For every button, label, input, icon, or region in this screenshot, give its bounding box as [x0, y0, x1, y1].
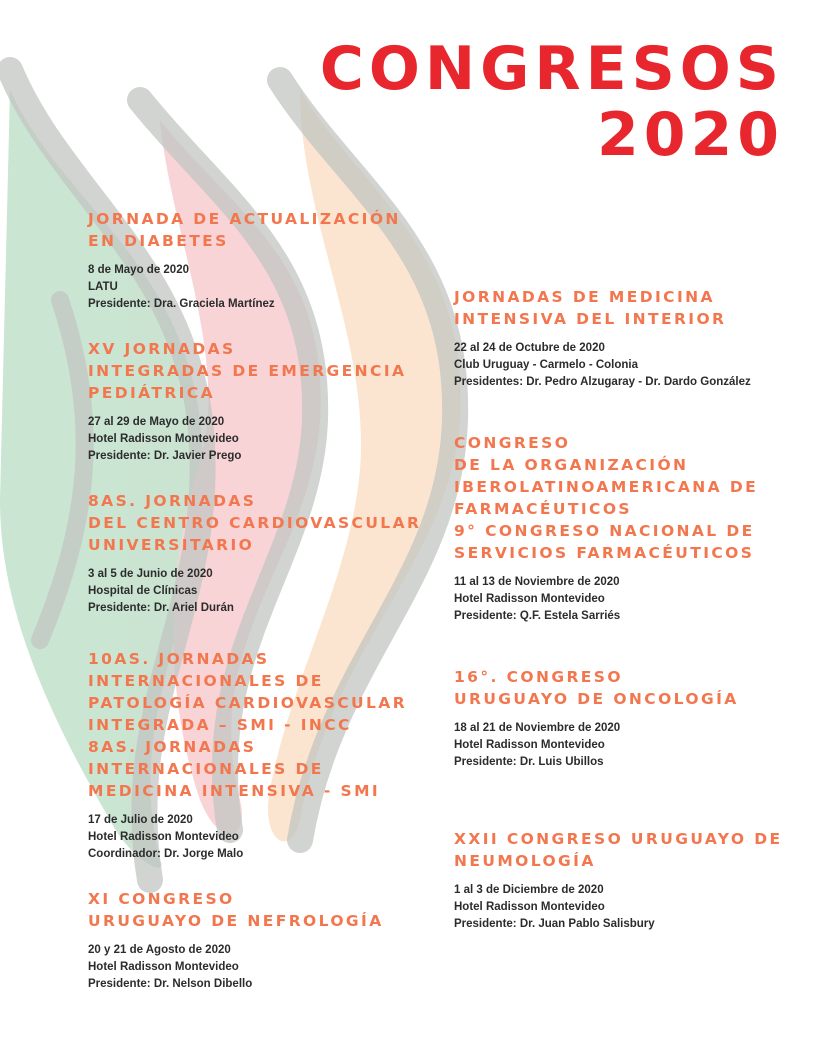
event-title-line: SERVICIOS FARMACÉUTICOS: [454, 544, 755, 562]
event-details: [88, 812, 418, 863]
event-item: [88, 208, 418, 313]
event-item: [88, 648, 418, 863]
event-title: [88, 888, 418, 932]
event-title: [88, 490, 422, 556]
event-title-line: MEDICINA INTENSIVA - SMI: [88, 782, 381, 800]
event-venue: Hotel Radisson Montevideo: [88, 433, 239, 445]
event-title-line: URUGUAYO DE NEFROLOGÍA: [88, 912, 384, 930]
event-title: [88, 338, 418, 404]
event-details: [454, 340, 804, 391]
event-person: Presidentes: Dr. Pedro Alzugaray - Dr. Dardo González: [454, 376, 751, 388]
event-title-line: 8AS. JORNADAS: [88, 492, 257, 510]
event-title: [454, 432, 804, 564]
event-item: [454, 666, 804, 771]
event-date: 20 y 21 de Agosto de 2020: [88, 944, 231, 956]
event-title-line: JORNADAS DE MEDICINA: [454, 288, 715, 306]
event-person: Presidente: Dr. Nelson Dibello: [88, 978, 253, 990]
event-title: [88, 208, 418, 252]
event-item: [454, 432, 804, 625]
event-title-line: XI CONGRESO: [88, 890, 235, 908]
event-title-line: 16°. CONGRESO: [454, 668, 623, 686]
event-title-line: INTENSIVA DEL INTERIOR: [454, 310, 727, 328]
event-title-line: DEL CENTRO CARDIOVASCULAR: [88, 514, 422, 532]
event-title: [454, 286, 804, 330]
event-item: [88, 338, 418, 465]
event-details: [88, 414, 418, 465]
page-title: [320, 36, 784, 168]
event-venue: Hotel Radisson Montevideo: [454, 739, 605, 751]
event-title-line: IBEROLATINOAMERICANA DE: [454, 478, 759, 496]
event-title-line: 8AS. JORNADAS: [88, 738, 257, 756]
event-date: 17 de Julio de 2020: [88, 814, 193, 826]
event-details: [454, 574, 804, 625]
event-item: [454, 286, 804, 391]
event-title-line: PEDIÁTRICA: [88, 384, 216, 402]
event-details: [454, 720, 804, 771]
event-item: [88, 888, 418, 993]
event-title-line: XXII CONGRESO URUGUAYO DE: [454, 830, 783, 848]
event-title-line: URUGUAYO DE ONCOLOGÍA: [454, 690, 739, 708]
event-venue: Hospital de Clínicas: [88, 585, 198, 597]
event-person: Presidente: Dra. Graciela Martínez: [88, 298, 275, 310]
event-date: 27 al 29 de Mayo de 2020: [88, 416, 225, 428]
event-item: [454, 828, 804, 933]
event-details: [88, 942, 418, 993]
event-date: 8 de Mayo de 2020: [88, 264, 189, 276]
event-venue: Hotel Radisson Montevideo: [454, 901, 605, 913]
event-title-line: CONGRESO: [454, 434, 571, 452]
event-details: [88, 262, 418, 313]
event-title: [454, 666, 804, 710]
event-title-line: EN DIABETES: [88, 232, 229, 250]
event-title-line: 9° CONGRESO NACIONAL DE: [454, 522, 755, 540]
event-venue: Hotel Radisson Montevideo: [88, 961, 239, 973]
event-date: 3 al 5 de Junio de 2020: [88, 568, 213, 580]
event-person: Presidente: Dr. Luis Ubillos: [454, 756, 604, 768]
event-title-line: FARMACÉUTICOS: [454, 500, 632, 518]
event-person: Presidente: Q.F. Estela Sarriés: [454, 610, 621, 622]
event-title: [454, 828, 804, 872]
event-title-line: UNIVERSITARIO: [88, 536, 255, 554]
event-title-line: JORNADA DE ACTUALIZACIÓN: [88, 210, 401, 228]
event-venue: Hotel Radisson Montevideo: [454, 593, 605, 605]
event-details: [88, 566, 418, 617]
event-title-line: XV JORNADAS: [88, 340, 236, 358]
event-title-line: INTEGRADAS DE EMERGENCIA: [88, 362, 407, 380]
event-person: Presidente: Dr. Ariel Durán: [88, 602, 234, 614]
page-title-line1: CONGRESOS: [319, 34, 784, 104]
event-item: [88, 490, 422, 617]
event-person: Presidente: Dr. Juan Pablo Salisbury: [454, 918, 655, 930]
event-venue: Club Uruguay - Carmelo - Colonia: [454, 359, 639, 371]
event-title-line: 10AS. JORNADAS: [88, 650, 270, 668]
event-title-line: PATOLOGÍA CARDIOVASCULAR: [88, 694, 408, 712]
event-venue: Hotel Radisson Montevideo: [88, 831, 239, 843]
event-title-line: INTERNACIONALES DE: [88, 760, 324, 778]
event-date: 1 al 3 de Diciembre de 2020: [454, 884, 604, 896]
event-person: Presidente: Dr. Javier Prego: [88, 450, 242, 462]
event-title-line: DE LA ORGANIZACIÓN: [454, 456, 689, 474]
event-title-line: INTERNACIONALES DE: [88, 672, 324, 690]
event-date: 22 al 24 de Octubre de 2020: [454, 342, 605, 354]
event-venue: LATU: [88, 281, 118, 293]
event-title: [88, 648, 418, 802]
event-person: Coordinador: Dr. Jorge Malo: [88, 848, 244, 860]
event-title-line: INTEGRADA – SMI - INCC: [88, 716, 352, 734]
page-title-year: 2020: [597, 100, 784, 170]
event-details: [454, 882, 804, 933]
event-date: 18 al 21 de Noviembre de 2020: [454, 722, 621, 734]
event-title-line: NEUMOLOGÍA: [454, 852, 596, 870]
event-date: 11 al 13 de Noviembre de 2020: [454, 576, 620, 588]
